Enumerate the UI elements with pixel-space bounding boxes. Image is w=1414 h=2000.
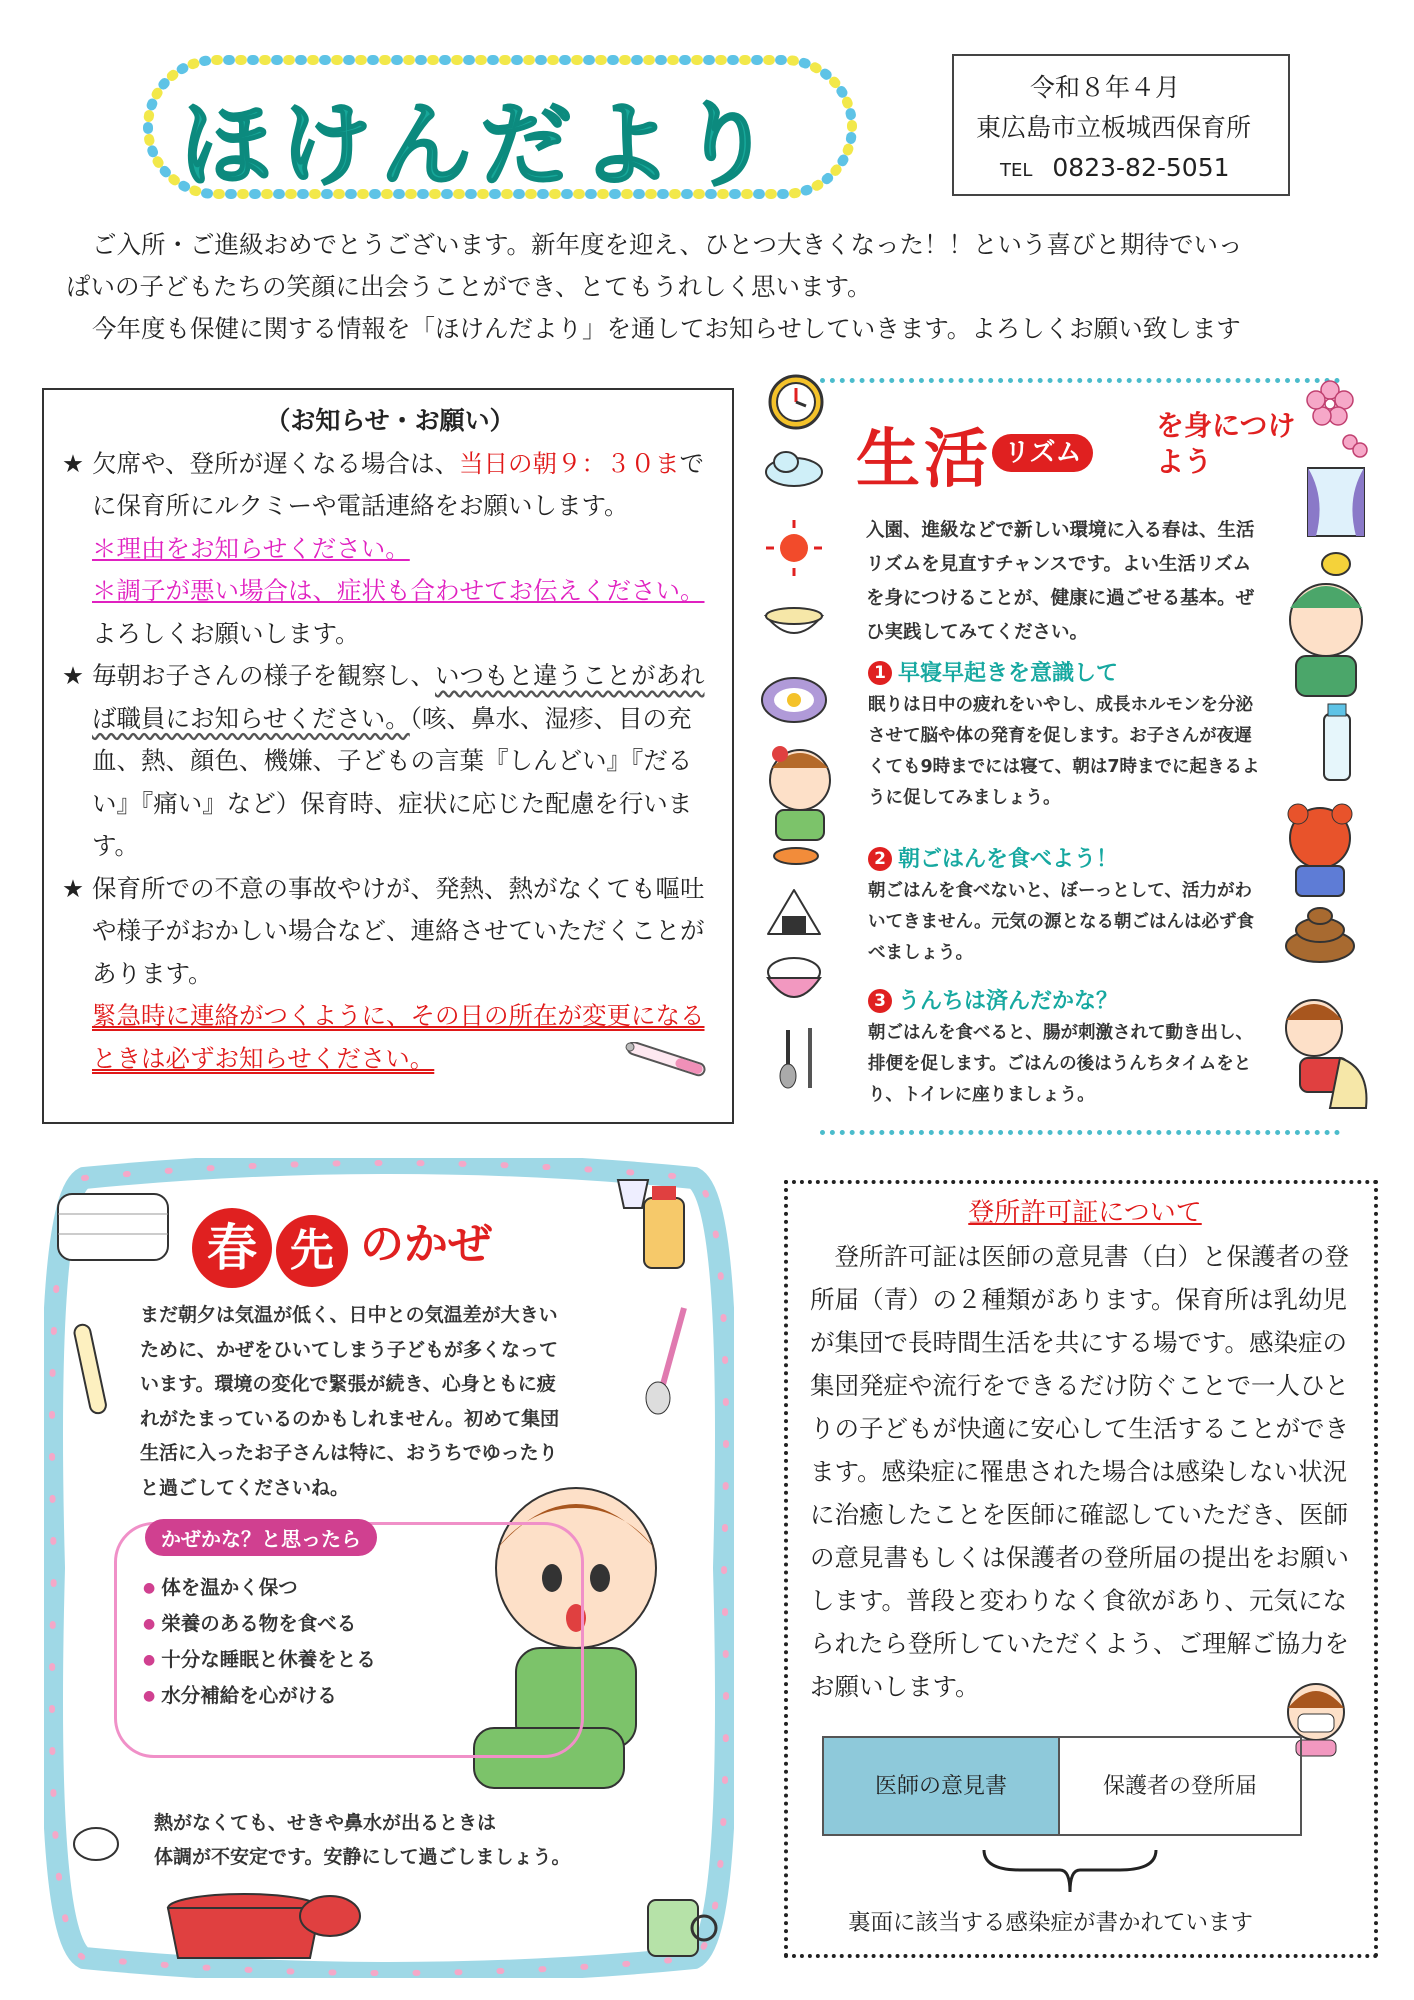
poop-icon bbox=[1286, 908, 1354, 962]
body-line: と過ごしてくださいね。 bbox=[140, 1476, 350, 1499]
newsletter-title: ほけんだより bbox=[180, 92, 781, 199]
wavy-underlined-text: いつもと違うことがあれば職員にお知らせください。 bbox=[92, 661, 705, 733]
footer-line: 体調が不安定です。安静にして過ごしましょう。 bbox=[154, 1846, 571, 1868]
cough-cloud-icon bbox=[74, 1828, 118, 1860]
greeting bbox=[66, 224, 1336, 350]
thermometer-icon bbox=[620, 1042, 720, 1078]
section-body-toilet: 朝ごはんを食べると、腸が刺激されて動き出し、排便を促します。ごはんの後はうんちタイムをとり、トイレに座りましょう。 bbox=[868, 1023, 1253, 1105]
masthead bbox=[140, 52, 860, 202]
window-curtain-icon bbox=[1308, 468, 1364, 536]
tips-bubble bbox=[114, 1522, 584, 1758]
onigiri-icon bbox=[768, 890, 820, 934]
title-no-kaze: のかぜ bbox=[360, 1219, 492, 1270]
pink-note-reason: ＊理由をお知らせください。 bbox=[92, 533, 410, 563]
parent-notice-doc: 保護者の登所届 bbox=[1102, 1773, 1257, 1799]
notice-text: よろしくお願いします。 bbox=[92, 618, 360, 648]
issue-date: 令和８年４月 bbox=[1030, 73, 1181, 102]
section-body-sleep: 眠りは日中の疲れをいやし、成長ホルモンを分泌させて脳や体の発育を促します。お子さんが夜遅くても9時までには寝て、朝は7時までに起きるように促してみましょう。 bbox=[868, 695, 1260, 808]
child-toilet-icon bbox=[1286, 1000, 1366, 1108]
notice-text: 毎朝お子さんの様子を観察し、 bbox=[92, 661, 435, 690]
title-char-haru: 春 bbox=[192, 1208, 272, 1288]
pot-icon bbox=[168, 1894, 360, 1958]
tip-item: ● 体を温かく保つ bbox=[143, 1571, 376, 1607]
section-body-breakfast: 朝ごはんを食べないと、ぼーっとして、活力がわいてきません。元気の源となる朝ごはんは必ず食べましょう。 bbox=[868, 881, 1255, 963]
info-box bbox=[952, 54, 1290, 196]
water-bottle-icon bbox=[1324, 704, 1350, 780]
sun-icon bbox=[766, 520, 822, 576]
body-line: まだ朝夕は気温が低く、日中との気温差が大きい bbox=[140, 1304, 558, 1326]
star-icon: ★ bbox=[62, 661, 84, 690]
tip-item: ● 水分補給を心がける bbox=[143, 1679, 376, 1715]
number-badge: 1 bbox=[868, 661, 892, 685]
notice-item-absence bbox=[62, 443, 718, 528]
right-illustration-column bbox=[1270, 368, 1380, 1138]
rhythm-title bbox=[856, 408, 1296, 500]
fried-egg-icon bbox=[762, 678, 826, 722]
notice-item-contact bbox=[62, 868, 718, 996]
body-line: ために、かぜをひいてしまう子どもが多くなって bbox=[140, 1338, 559, 1361]
section-heading-text: 早寝早起きを意識して bbox=[898, 661, 1119, 686]
permit-body: 登所許可証は医師の意見書（白）と保護者の登所届（青）の２種類があります。保育所は乳幼児が集団で長時間生活を共にする場です。感染症の集団発症や流行をできるだけ防ぐことで一人ひとりの子どもが快適に安心して生活することができます。感染症に罹患された場合は感染しない状況に治癒したことを医師に確認していただき、医師の意見書もしくは保護者の登所届の提出をお願いします。普段と変わりなく食欲があり、元気になられたら登所していただくよう、ご理解ご協力をお願いします。 bbox=[810, 1242, 1349, 1701]
greeting-line-2: ぱいの子どもたちの笑顔に出会うことができ、とてもうれしく思います。 bbox=[66, 272, 872, 301]
pink-note-symptoms: ＊調子が悪い場合は、症状も合わせてお伝えください。 bbox=[92, 576, 705, 605]
star-icon: ★ bbox=[62, 873, 84, 903]
section-heading-text: 朝ごはんを食べよう！ bbox=[898, 847, 1119, 872]
footer-line: 熱がなくても、せきや鼻水が出るときは bbox=[154, 1812, 497, 1834]
number-badge: 2 bbox=[868, 847, 892, 871]
spring-cold-card bbox=[44, 1158, 734, 1978]
child-waking-icon bbox=[1290, 584, 1362, 696]
child-eating-icon bbox=[770, 746, 830, 864]
emergency-note: 緊急時に連絡がつくように、その日の所在が変更になるときは必ずお知らせください。 bbox=[92, 1001, 705, 1073]
cloud-icon bbox=[766, 452, 822, 486]
notice-item-observation bbox=[62, 655, 718, 868]
star-icon: ★ bbox=[62, 448, 84, 478]
body-line: います。環境の変化で緊張が続き、心身ともに疲 bbox=[140, 1373, 556, 1395]
notice-text: （咳、鼻水、湿疹、目の充血、熱、顔色、機嫌、子どもの言葉『しんどい』『だるい』『痛い』など）保育時、症状に応じた配慮を行います。 bbox=[92, 703, 693, 860]
tel-number: 0823-82-5051 bbox=[1052, 153, 1230, 182]
dotted-border bbox=[820, 1130, 1340, 1135]
title-suffix: を身につけよう bbox=[1156, 409, 1296, 478]
number-badge: 3 bbox=[868, 989, 892, 1013]
thermometer-icon bbox=[73, 1323, 107, 1414]
title-char-saki: 先 bbox=[276, 1215, 348, 1287]
rice-bowl-icon bbox=[768, 958, 820, 997]
section-heading-breakfast bbox=[868, 842, 1118, 873]
greeting-line-3: 今年度も保健に関する情報を「ほけんだより」を通してお知らせしていきます。よろしくお願い致します bbox=[92, 314, 1241, 343]
notice-text: 欠席や、登所が遅くなる場合は、 bbox=[92, 448, 460, 478]
sakura-icon bbox=[1307, 381, 1367, 457]
section-heading-toilet bbox=[868, 984, 1118, 1015]
spring-cold-body bbox=[140, 1298, 650, 1505]
section-heading-sleep bbox=[868, 656, 1118, 687]
tel-label: TEL bbox=[1000, 160, 1033, 181]
notice-text: 保育所での不意の事故やけが、発熱、熱がなくても嘔吐や様子がおかしい場合など、連絡させていただくことがあります。 bbox=[92, 873, 705, 988]
doctor-opinion-doc: 医師の意見書 bbox=[824, 1738, 1060, 1834]
telephone bbox=[976, 148, 1288, 191]
tips-list bbox=[143, 1571, 376, 1715]
tip-item: ● 栄養のある物を食べる bbox=[143, 1607, 376, 1643]
fork-spoon-icon bbox=[780, 1028, 810, 1088]
greeting-line-1: ご入所・ご進級おめでとうございます。新年度を迎え、ひとつ大きくなった！！という喜びと期待でいっ bbox=[92, 230, 1243, 259]
spring-cold-footer bbox=[154, 1806, 570, 1874]
dotted-border bbox=[820, 378, 1340, 383]
tips-heading: かぜかな？と思ったら bbox=[145, 1519, 377, 1556]
body-line: れがたまっているのかもしれません。初めて集団 bbox=[140, 1407, 560, 1430]
section-heading-text: うんちは済んだかな？ bbox=[898, 989, 1119, 1014]
permit-title: 登所許可証について bbox=[968, 1198, 1202, 1228]
spring-cold-title bbox=[192, 1208, 492, 1288]
permit-box bbox=[784, 1180, 1378, 1958]
school-name: 東広島市立板城西保育所 bbox=[976, 113, 1252, 142]
back-page-note: 裏面に該当する感染症が書かれています bbox=[848, 1910, 1254, 1936]
notice-heading: （お知らせ・お願い） bbox=[265, 406, 515, 435]
tip-item: ● 十分な睡眠と休養をとる bbox=[143, 1643, 376, 1679]
deadline-text: 当日の朝９：３０ま bbox=[459, 448, 680, 478]
notice-text: でに保育所にルクミーや電話連絡をお願いします。 bbox=[92, 448, 705, 520]
spoon-icon bbox=[646, 1308, 684, 1414]
life-rhythm-card bbox=[760, 368, 1380, 1138]
rhythm-intro: 入園、進級などで新しい環境に入る春は、生活リズムを見直すチャンスです。よい生活リズムを身につけることが、健康に過ごせる基本。ぜひ実践してみてください。 bbox=[866, 520, 1255, 643]
mask-icon bbox=[58, 1194, 168, 1260]
body-line: 生活に入ったお子さんは特に、おうちでゆったり bbox=[140, 1442, 558, 1464]
teddy-bear-icon bbox=[1288, 804, 1352, 896]
document-types bbox=[822, 1736, 1302, 1836]
left-illustration-column bbox=[760, 368, 850, 1138]
bird-icon bbox=[1322, 553, 1350, 575]
title-seikatsu: 生活 bbox=[856, 423, 992, 497]
syrup-bottle-icon bbox=[644, 1186, 684, 1268]
notice-box bbox=[42, 388, 734, 1124]
clock-icon bbox=[770, 376, 822, 428]
soup-bowl-icon bbox=[766, 608, 822, 633]
curly-brace-icon bbox=[980, 1846, 1160, 1898]
title-rizumu: リズム bbox=[992, 434, 1093, 472]
